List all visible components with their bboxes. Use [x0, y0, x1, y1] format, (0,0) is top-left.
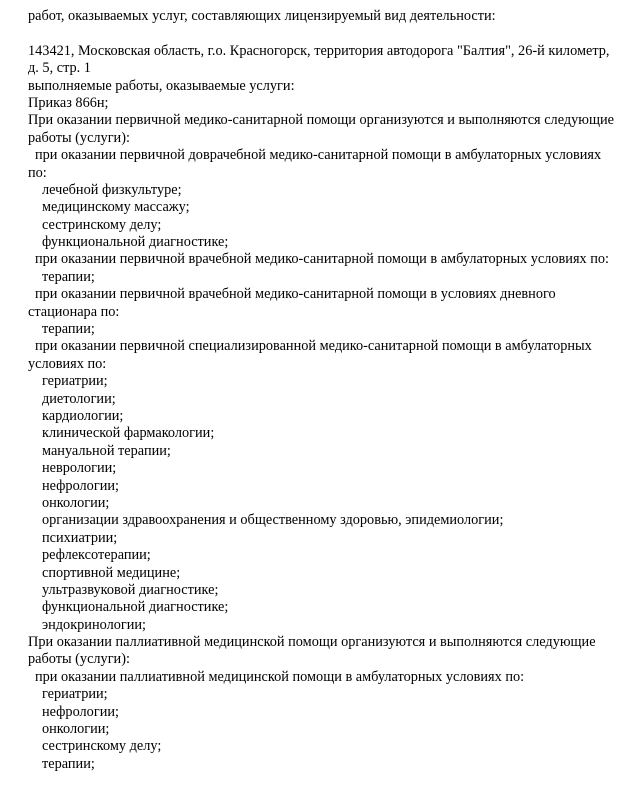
text-line: терапии;	[42, 755, 95, 772]
text-line: Приказ 866н;	[28, 94, 109, 111]
text-line: медицинскому массажу;	[42, 199, 190, 216]
text-line: стационара по:	[28, 303, 120, 320]
text-line: условиях по:	[28, 355, 107, 372]
text-line: клинической фармакологии;	[42, 425, 215, 442]
text-line: сестринскому делу;	[42, 738, 162, 755]
text-line: при оказании первичной врачебной медико-санитарной помощи в условиях дневного	[35, 286, 556, 303]
text-line: выполняемые работы, оказываемые услуги:	[28, 77, 295, 94]
text-line: организации здравоохранения и общественному здоровью, эпидемиологии;	[42, 512, 504, 529]
text-line: работ, оказываемых услуг, составляющих лицензируемый вид деятельности:	[28, 8, 496, 24]
text-line: по:	[28, 164, 47, 181]
text-line: функциональной диагностике;	[42, 599, 229, 616]
text-line: нефрологии;	[42, 477, 119, 494]
text-line: д. 5, стр. 1	[28, 60, 91, 77]
text-line: гериатрии;	[42, 373, 108, 390]
text-line: ультразвуковой диагностике;	[42, 581, 219, 598]
text-line: терапии;	[42, 268, 95, 285]
text-line: При оказании первичной медико-санитарной помощи организуются и выполняются следующие	[28, 112, 614, 129]
text-line: 143421, Московская область, г.о. Красногорск, территория автодорога "Балтия", 26-й километр,	[28, 42, 610, 59]
text-line: диетологии;	[42, 390, 116, 407]
text-line: психиатрии;	[42, 529, 118, 546]
text-line: при оказании первичной доврачебной медико-санитарной помощи в амбулаторных условиях	[35, 147, 602, 164]
text-line: при оказании паллиативной медицинской помощи в амбулаторных условиях по:	[35, 668, 525, 685]
text-line: функциональной диагностике;	[42, 234, 229, 251]
text-line: онкологии;	[42, 494, 110, 511]
text-line: при оказании первичной специализированной медико-санитарной помощи в амбулаторных	[35, 338, 592, 355]
text-line: сестринскому делу;	[42, 216, 162, 233]
text-line: При оказании паллиативной медицинской помощи организуются и выполняются следующие	[28, 634, 596, 651]
blank-line	[28, 25, 628, 42]
text-line: эндокринологии;	[42, 616, 146, 633]
document-body	[28, 8, 628, 773]
text-line: гериатрии;	[42, 686, 108, 703]
text-line: терапии;	[42, 321, 95, 338]
text-line: работы (услуги):	[28, 129, 130, 146]
text-line: неврологии;	[42, 460, 117, 477]
text-line: рефлексотерапии;	[42, 547, 151, 564]
text-line: онкологии;	[42, 721, 110, 738]
text-line: спортивной медицине;	[42, 564, 181, 581]
text-line: при оказании первичной врачебной медико-санитарной помощи в амбулаторных условиях по:	[35, 251, 610, 268]
text-line: кардиологии;	[42, 407, 124, 424]
text-line: работы (услуги):	[28, 651, 130, 668]
text-line: лечебной физкультуре;	[42, 181, 182, 198]
text-line: нефрологии;	[42, 703, 119, 720]
text-line: мануальной терапии;	[42, 442, 171, 459]
